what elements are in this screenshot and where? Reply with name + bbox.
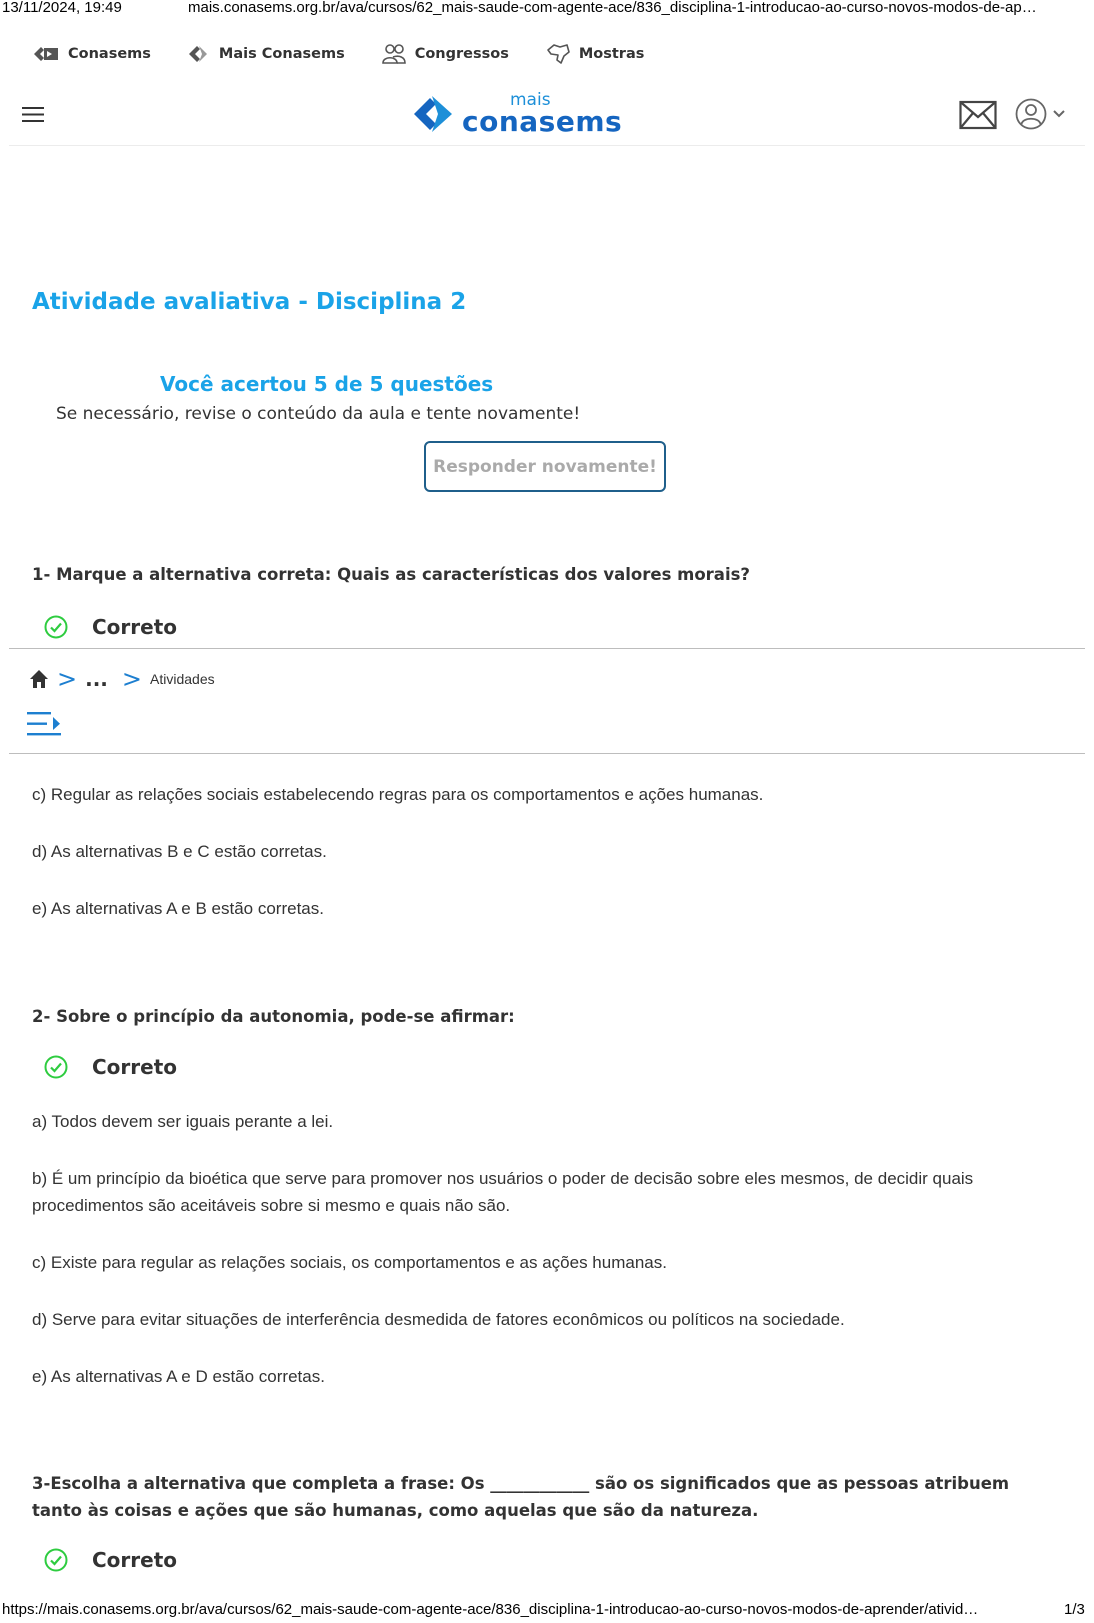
mail-icon[interactable] [959, 100, 997, 134]
breadcrumb-separator: > [57, 665, 78, 693]
question-2-option: d) Serve para evitar situações de interferência desmedida de fatores econômicos ou políticos na sociedade. [32, 1310, 845, 1329]
top-link-mostras[interactable] [545, 42, 645, 66]
logo-text-small: mais [510, 90, 551, 110]
retry-hint: Se necessário, revise o conteúdo da aula e tente novamente! [56, 404, 581, 424]
top-link-congressos[interactable] [381, 42, 509, 66]
logo-text-big: conasems [462, 105, 623, 138]
question-2-option: e) As alternativas A e D estão corretas. [32, 1367, 325, 1386]
question-3-status [44, 1548, 177, 1572]
user-menu[interactable] [1015, 98, 1065, 130]
question-2-option: a) Todos devem ser iguais perante a lei. [32, 1112, 334, 1131]
check-circle-icon [44, 615, 68, 639]
mais-conasems-logo[interactable] [412, 92, 622, 136]
question-1-option: c) Regular as relações sociais estabelecendo regras para os comportamentos e ações humanas. [32, 785, 764, 804]
print-footer-page: 1/3 [1064, 1601, 1085, 1618]
top-link-label: Congressos [414, 46, 509, 62]
breadcrumb [29, 667, 215, 691]
question-1-option: e) As alternativas A e B estão corretas. [32, 899, 324, 918]
page-title: Atividade avaliativa - Disciplina 2 [32, 289, 467, 315]
print-footer-url: https://mais.conasems.org.br/ava/cursos/62_mais-saude-com-agente-ace/836_disciplina-1-introducao-ao-curso-novos-modos-de-aprender/ativid… [2, 1601, 979, 1618]
status-label: Correto [92, 615, 178, 639]
retry-button[interactable]: Responder novamente! [424, 441, 666, 492]
breadcrumb-ellipsis[interactable]: ... [85, 667, 108, 691]
top-link-conasems[interactable] [32, 44, 151, 64]
menu-hamburger-icon[interactable] [22, 106, 44, 123]
top-link-label: Mais Conasems [218, 46, 345, 62]
sticky-breadcrumb-bar [9, 648, 1085, 754]
print-header-url: mais.conasems.org.br/ava/cursos/62_mais-saude-com-agente-ace/836_disciplina-1-introducao-ao-curso-novos-modos-de-ap… [188, 0, 1037, 16]
top-link-label: Conasems [68, 46, 151, 62]
status-label: Correto [92, 1055, 178, 1079]
people-icon [381, 42, 407, 66]
breadcrumb-separator: > [121, 665, 143, 693]
top-link-mais-conasems[interactable] [187, 42, 345, 66]
top-links-bar [32, 42, 644, 66]
question-2-title: 2- Sobre o princípio da autonomia, pode-se afirmar: [32, 1007, 515, 1026]
score-text: Você acertou 5 de 5 questões [160, 372, 494, 396]
question-1-option: d) As alternativas B e C estão corretas. [32, 842, 327, 861]
top-link-label: Mostras [578, 46, 645, 62]
breadcrumb-current: Atividades [150, 671, 215, 687]
check-circle-icon [44, 1055, 68, 1079]
user-avatar-icon [1015, 98, 1047, 130]
chevron-down-icon [1053, 110, 1065, 118]
map-icon [545, 42, 571, 66]
question-1-title: 1- Marque a alternativa correta: Quais as características dos valores morais? [32, 565, 750, 584]
question-3-title: 3-Escolha a alternativa que completa a frase: Os ____________ são os significados que as pessoas atribuem tanto às coisas e ações que são humanas, como aquelas que são da natureza. [32, 1474, 1010, 1520]
logo-mark-icon [412, 92, 456, 136]
status-label: Correto [92, 1548, 178, 1572]
check-circle-icon [44, 1548, 68, 1572]
question-2-option: c) Existe para regular as relações sociais, os comportamentos e as ações humanas. [32, 1253, 667, 1272]
question-1-status [44, 615, 177, 639]
mais-conasems-logo-icon [187, 42, 211, 66]
conasems-logo-icon [32, 44, 60, 64]
sidebar-toggle-icon[interactable] [27, 711, 61, 741]
question-2-status [44, 1055, 177, 1079]
navbar-divider [9, 145, 1085, 146]
home-icon[interactable] [29, 669, 49, 689]
print-header-datetime: 13/11/2024, 19:49 [2, 0, 122, 16]
question-2-option: b) É um princípio da bioética que serve para promover nos usuários o poder de decisão sobre eles mesmos, de decidir quais procedimentos são aceitáveis sobre si mesmo e quais não são. [32, 1169, 974, 1215]
